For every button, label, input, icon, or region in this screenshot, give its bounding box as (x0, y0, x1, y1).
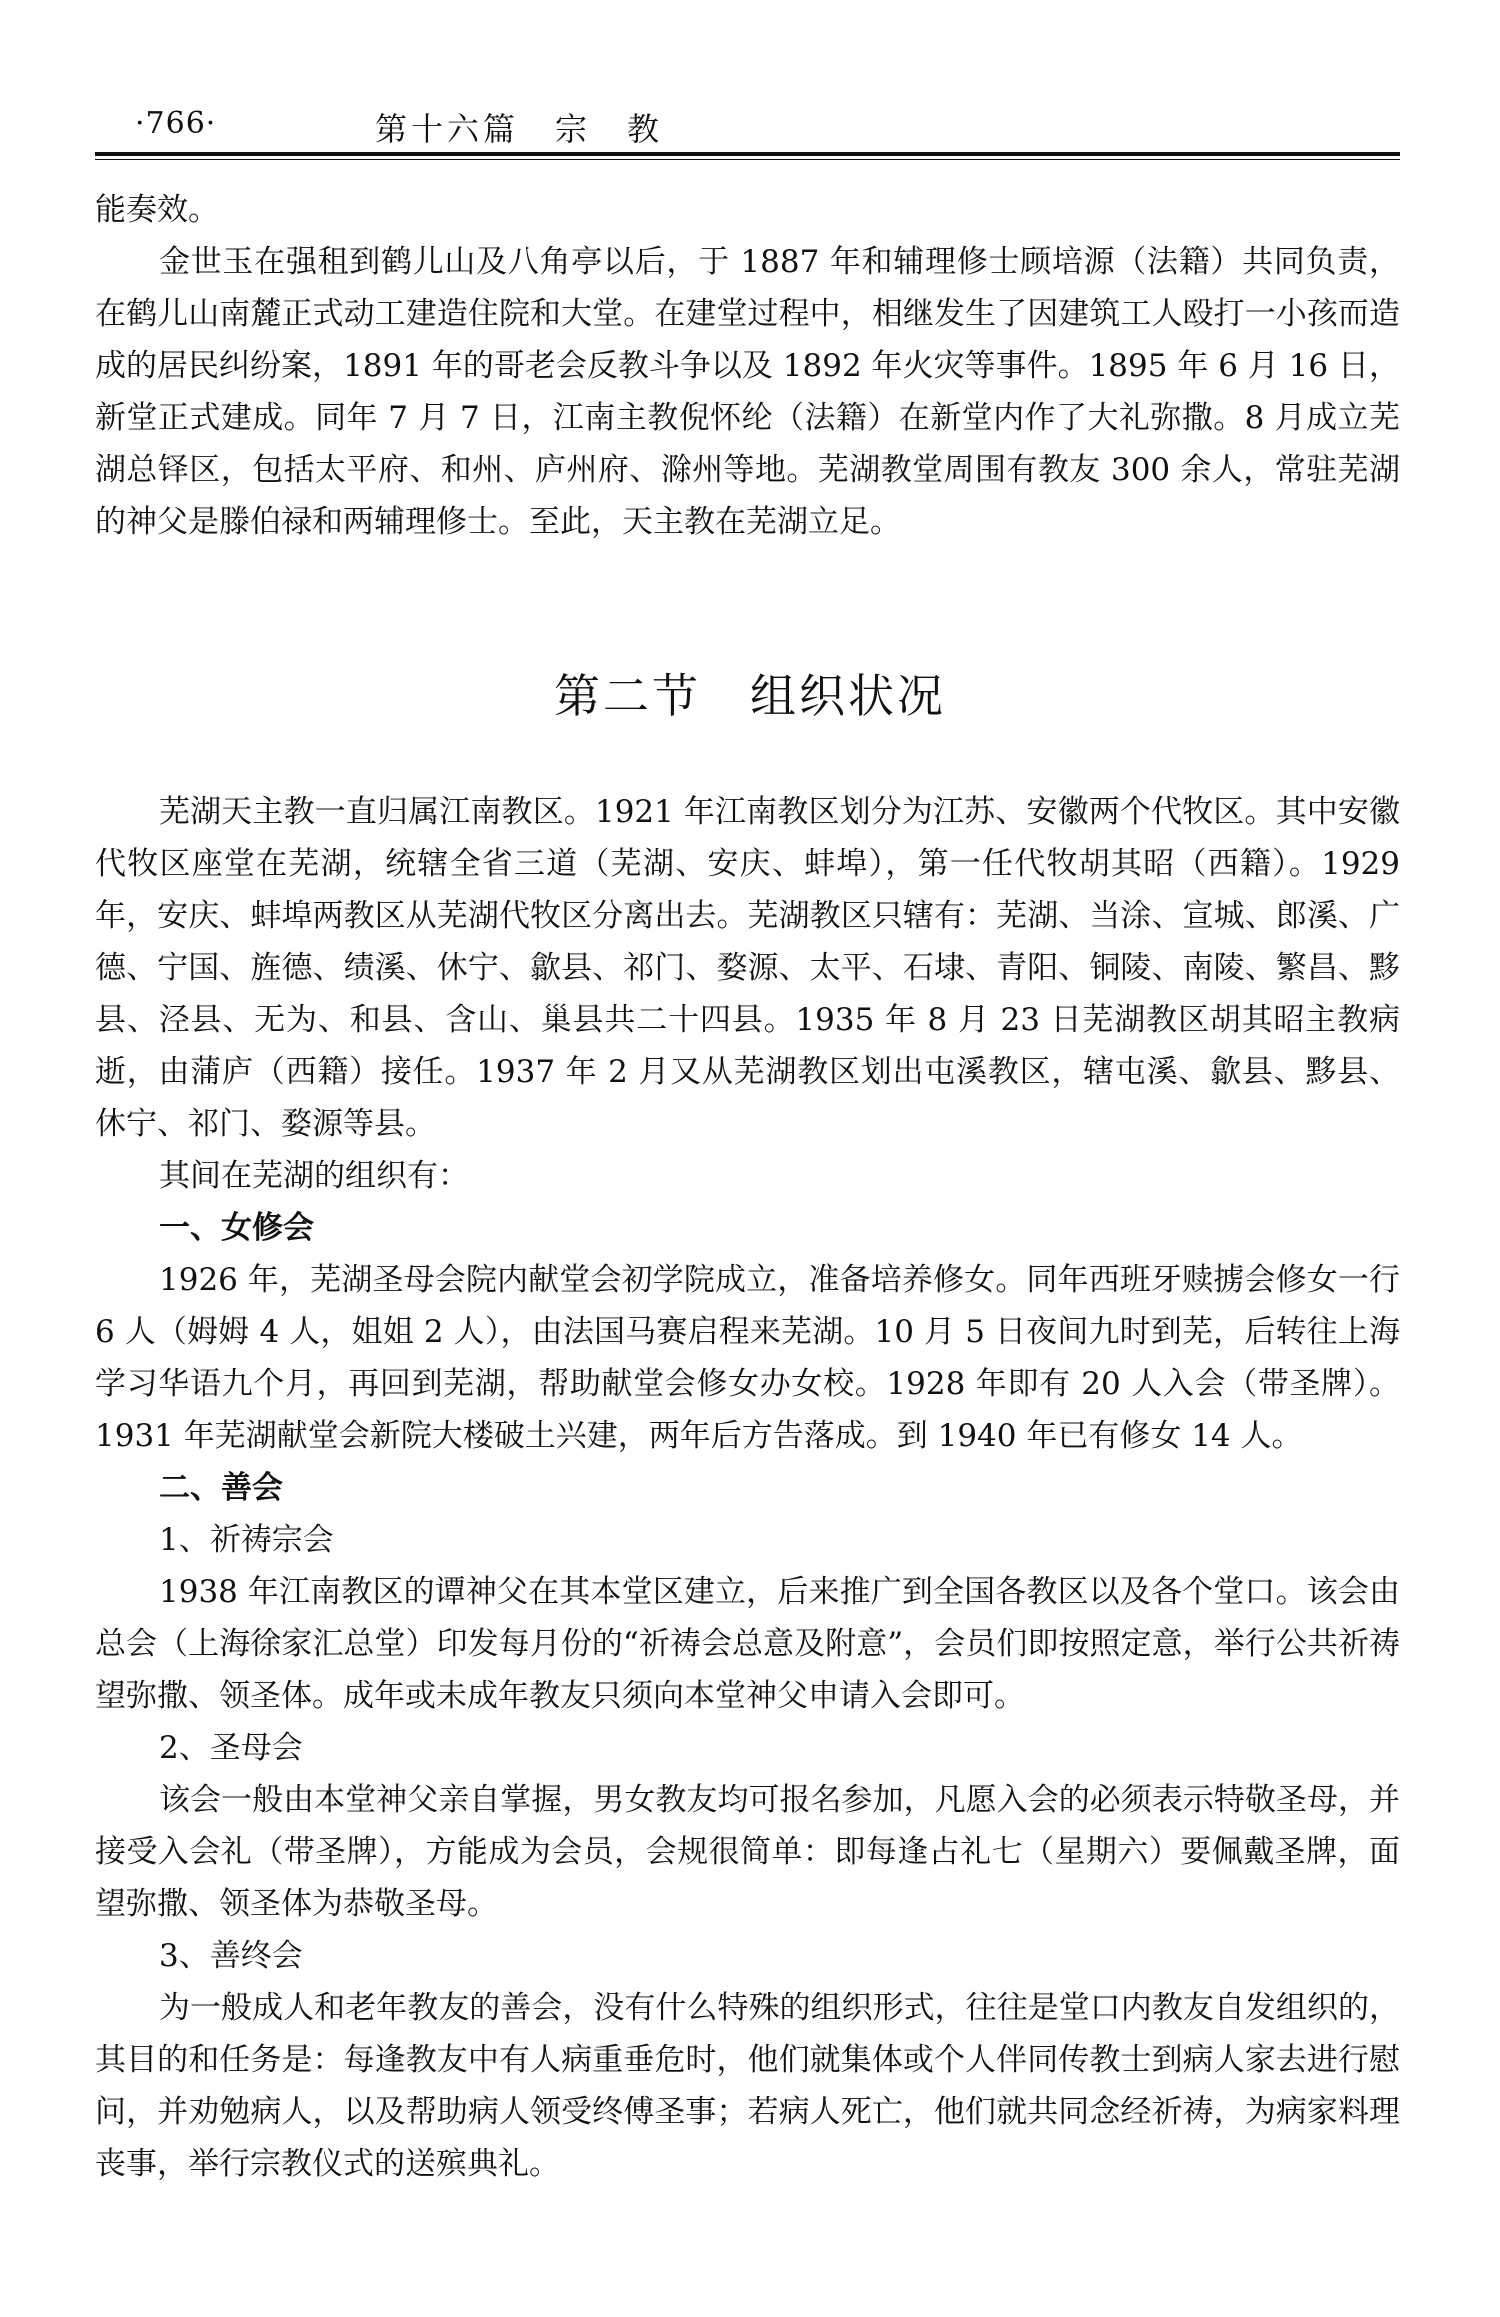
paragraph: 能奏效。 (95, 192, 219, 228)
top-text-block (95, 184, 1400, 548)
header-rule-thick (95, 152, 1400, 156)
numbered-heading: 1、祈祷宗会 (159, 1522, 334, 1558)
subsection-heading: 一、女修会 (159, 1210, 314, 1246)
header-rule-thin (95, 159, 1400, 160)
subsection-heading: 二、善会 (159, 1470, 283, 1506)
numbered-heading: 3、善终会 (159, 1938, 303, 1974)
running-header (95, 98, 1400, 158)
page-number: ·766· (135, 106, 217, 141)
section-title: 第二节 组织状况 (554, 669, 946, 723)
paragraph: 该会一般由本堂神父亲自掌握，男女教友均可报名参加，凡愿入会的必须表示特敬圣母，并接受入会礼（带圣牌），方能成为会员，会规很简单：即每逢占礼七（星期六）要佩戴圣牌，面望弥撒、领圣体为恭敬圣母。 (95, 1782, 1400, 1922)
paragraph: 1926 年，芜湖圣母会院内献堂会初学院成立，准备培养修女。同年西班牙赎掳会修女一行 6 人（姆姆 4 人，姐姐 2 人），由法国马赛启程来芜湖。10 月 5 日夜间九时到芜，后转往上海学习华语九个月，再回到芜湖，帮助献堂会修女办女校。1928 年即有 20 人入会（带圣牌）。1931 年芜湖献堂会新院大楼破土兴建，两年后方告落成。到 1940 年已有修女 14 人。 (95, 1262, 1400, 1454)
paragraph: 金世玉在强租到鹤儿山及八角亭以后，于 1887 年和辅理修士顾培源（法籍）共同负责，在鹤儿山南麓正式动工建造住院和大堂。在建堂过程中，相继发生了因建筑工人殴打一小孩而造成的居民纠纷案，1891 年的哥老会反教斗争以及 1892 年火灾等事件。1895 年 6 月 16 日，新堂正式建成。同年 7 月 7 日，江南主教倪怀纶（法籍）在新堂内作了大礼弥撒。8 月成立芜湖总铎区，包括太平府、和州、庐州府、滁州等地。芜湖教堂周围有教友 300 余人，常驻芜湖的神父是滕伯禄和两辅理修士。至此，天主教在芜湖立足。 (95, 244, 1400, 540)
numbered-heading: 2、圣母会 (159, 1730, 303, 1766)
paragraph: 1938 年江南教区的谭神父在其本堂区建立，后来推广到全国各教区以及各个堂口。该会由总会（上海徐家汇总堂）印发每月份的“祈祷会总意及附意”，会员们即按照定意，举行公共祈祷望弥撒、领圣体。成年或未成年教友只须向本堂神父申请入会即可。 (95, 1574, 1400, 1714)
paragraph: 芜湖天主教一直归属江南教区。1921 年江南教区划分为江苏、安徽两个代牧区。其中安徽代牧区座堂在芜湖，统辖全省三道（芜湖、安庆、蚌埠），第一任代牧胡其昭（西籍）。1929 年，安庆、蚌埠两教区从芜湖代牧区分离出去。芜湖教区只辖有：芜湖、当涂、宣城、郎溪、广德、宁国、旌德、绩溪、休宁、歙县、祁门、婺源、太平、石埭、青阳、铜陵、南陵、繁昌、黟县、泾县、无为、和县、含山、巢县共二十四县。1935 年 8 月 23 日芜湖教区胡其昭主教病逝，由蒲庐（西籍）接任。1937 年 2 月又从芜湖教区划出屯溪教区，辖屯溪、歙县、黟县、休宁、祁门、婺源等县。 (95, 794, 1400, 1142)
paragraph: 其间在芜湖的组织有： (159, 1158, 469, 1194)
bottom-text-block (95, 786, 1400, 2190)
chapter-title: 第十六篇 宗 教 (375, 110, 664, 148)
paragraph: 为一般成人和老年教友的善会，没有什么特殊的组织形式，往往是堂口内教友自发组织的，其目的和任务是：每逢教友中有人病重垂危时，他们就集体或个人伴同传教士到病人家去进行慰问，并劝勉病人，以及帮助病人领受终傅圣事；若病人死亡，他们就共同念经祈祷，为病家料理丧事，举行宗教仪式的送殡典礼。 (95, 1990, 1400, 2182)
